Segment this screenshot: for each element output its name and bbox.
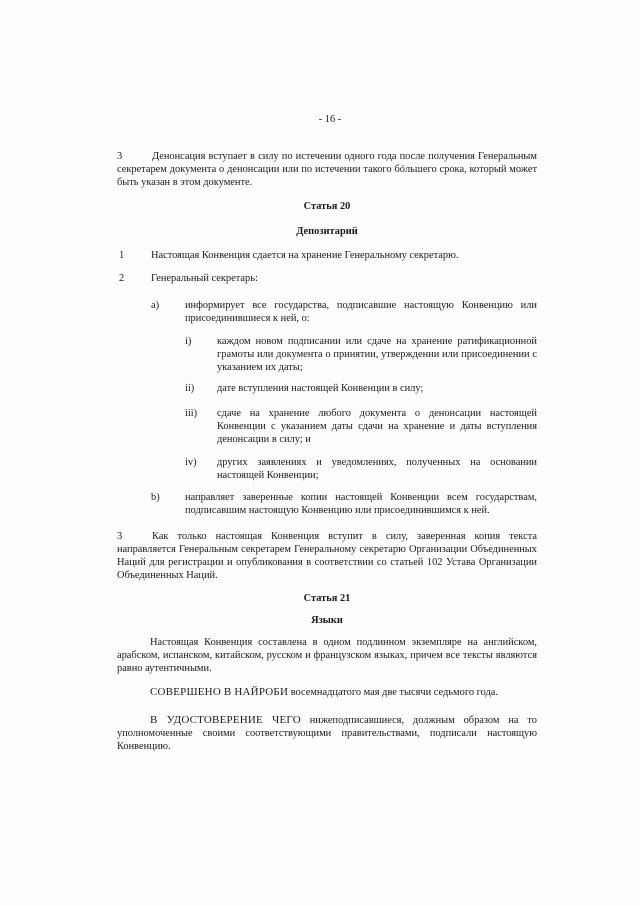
article-title: Статья 21 xyxy=(303,593,351,604)
article-title: Статья 20 xyxy=(303,201,351,212)
paragraph-number: 3 xyxy=(117,531,123,542)
article-subtitle: Депозитарий xyxy=(296,226,358,237)
done-caps: СОВЕРШЕНО В НАЙРОБИ xyxy=(150,686,289,698)
item-text: каждом новом подписании или сдаче на хранение ратификационной грамоты или документа о принятии, утверждении или присоединении с указанием их даты; xyxy=(217,336,537,373)
article-subtitle: Языки xyxy=(311,615,343,626)
item-label: iii) xyxy=(185,408,198,419)
paragraph-text: Настоящая Конвенция сдается на хранение Генеральному секретарю. xyxy=(151,250,459,261)
subparagraph-text: информирует все государства, подписавшие настоящую Конвенцию или присоединившиеся к ней, о: xyxy=(185,300,537,324)
item-text: дате вступления настоящей Конвенции в силу; xyxy=(217,383,424,394)
witness-clause xyxy=(117,714,537,753)
page-number: - 16 - xyxy=(318,114,342,125)
item-text: других заявлениях и уведомлениях, полученных на основании настоящей Конвенции; xyxy=(217,457,537,481)
witness-rest: нижеподписавшиеся, должным образом на то уполномоченные своими соответствующими правительствами, подписали настоящую Конвенцию. xyxy=(117,715,537,752)
item-label: ii) xyxy=(185,383,195,394)
item-label: iv) xyxy=(185,457,197,468)
subparagraph-label: b) xyxy=(151,492,160,503)
paragraph-text: Денонсация вступает в силу по истечении одного года после получения Генеральным секретарем документа о денонсации или по истечении такого бóльшего срока, который может быть указан в этом документе. xyxy=(117,151,537,188)
item-label: i) xyxy=(185,336,192,347)
subparagraph-text: направляет заверенные копии настоящей Конвенции всем государствам, подписавшим настоящую Конвенцию или присоединившимся к ней. xyxy=(185,492,537,516)
paragraph-text: Настоящая Конвенция составлена в одном подлинном экземпляре на английском, арабском, испанском, китайском, русском и французском языках, причем все тексты являются равно аутентичными. xyxy=(117,637,537,674)
paragraph-number: 2 xyxy=(119,273,125,284)
done-clause xyxy=(117,686,537,699)
paragraph-number: 3 xyxy=(117,151,123,162)
subparagraph-label: a) xyxy=(151,300,160,311)
paragraph-text: Генеральный секретарь: xyxy=(151,273,258,284)
item-text: сдаче на хранение любого документа о денонсации настоящей Конвенции с указанием даты сдачи на хранение и даты вступления денонсации в силу; и xyxy=(217,408,537,445)
paragraph-number: 1 xyxy=(119,250,125,261)
witness-caps: В УДОСТОВЕРЕНИЕ ЧЕГО xyxy=(150,714,301,726)
paragraph-text: Как только настоящая Конвенция вступит в силу, заверенная копия текста направляется Генеральным секретарем Генеральному секретарю Организации Объединенных Наций для регистрации и опубликования в соответствии со статьей 102 Устава Организации Объединенных Наций. xyxy=(117,531,537,581)
done-rest: восемнадцатого мая две тысячи седьмого года. xyxy=(290,687,499,698)
